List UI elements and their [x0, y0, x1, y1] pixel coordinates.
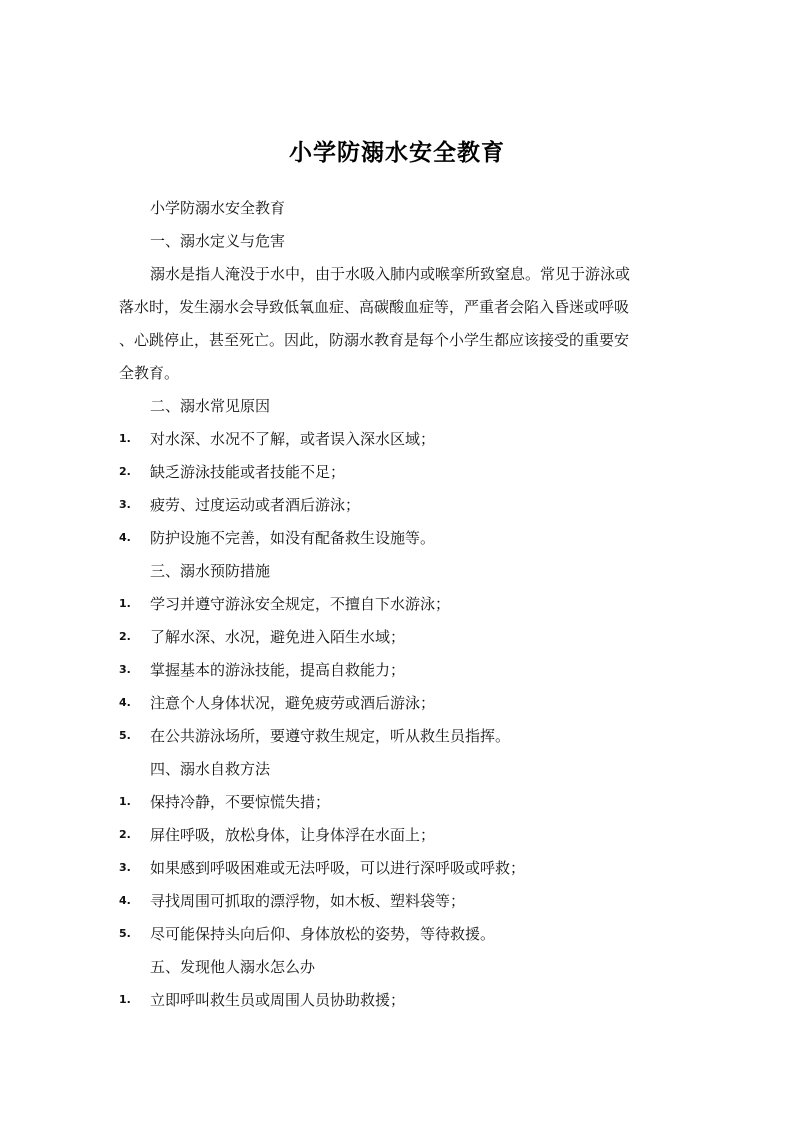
list-item-number: 3. [119, 498, 131, 511]
paragraph-line: 溺水是指人淹没于水中，由于水吸入肺内或喉挛所致窒息。常见于游泳或 [150, 265, 631, 283]
list-item: 在公共游泳场所，要遵守救生规定，听从救生员指挥。 [150, 727, 511, 745]
list-item-number: 4. [119, 894, 131, 907]
list-item-number: 3. [119, 663, 131, 676]
list-item-number: 4. [119, 696, 131, 709]
list-item-number: 1. [119, 597, 131, 610]
list-item-number: 3. [119, 861, 131, 874]
list-item-number: 4. [119, 531, 131, 544]
list-item: 掌握基本的游泳技能，提高自救能力； [150, 661, 406, 679]
list-item: 尽可能保持头向后仰、身体放松的姿势，等待救援。 [150, 925, 496, 943]
list-item-number: 5. [119, 729, 131, 742]
list-item: 疲劳、过度运动或者酒后游泳； [150, 496, 361, 514]
section-heading-self-rescue: 四、溺水自救方法 [150, 760, 271, 778]
list-item-number: 1. [119, 993, 131, 1006]
list-item-number: 2. [119, 828, 131, 841]
paragraph-line: 全教育。 [119, 364, 180, 382]
list-item: 屏住呼吸，放松身体，让身体浮在水面上； [150, 826, 436, 844]
document-subtitle: 小学防溺水安全教育 [150, 199, 286, 217]
list-item: 保持冷静，不要惊慌失措； [150, 793, 331, 811]
list-item: 防护设施不完善，如没有配备救生设施等。 [150, 529, 436, 547]
list-item: 了解水深、水况，避免进入陌生水域； [150, 628, 406, 646]
list-item-number: 1. [119, 795, 131, 808]
paragraph-line: 、心跳停止，甚至死亡。因此，防溺水教育是每个小学生都应该接受的重要安 [119, 331, 630, 349]
section-heading-rescue-others: 五、发现他人溺水怎么办 [150, 958, 316, 976]
paragraph-line: 落水时，发生溺水会导致低氧血症、高碳酸血症等，严重者会陷入昏迷或呼吸 [119, 298, 630, 316]
list-item-number: 1. [119, 432, 131, 445]
list-item: 如果感到呼吸困难或无法呼吸，可以进行深呼吸或呼救； [150, 859, 526, 877]
list-item: 寻找周围可抓取的漂浮物，如木板、塑料袋等； [150, 892, 466, 910]
list-item: 注意个人身体状况，避免疲劳或酒后游泳； [150, 694, 436, 712]
list-item: 对水深、水况不了解，或者误入深水区域； [150, 430, 436, 448]
section-heading-prevention: 三、溺水预防措施 [150, 562, 271, 580]
list-item-number: 5. [119, 927, 131, 940]
section-heading-definition: 一、溺水定义与危害 [150, 232, 286, 250]
list-item: 缺乏游泳技能或者技能不足； [150, 463, 346, 481]
list-item-number: 2. [119, 465, 131, 478]
document-title: 小学防溺水安全教育 [289, 140, 505, 166]
list-item-number: 2. [119, 630, 131, 643]
list-item: 学习并遵守游泳安全规定，不擅自下水游泳； [150, 595, 451, 613]
list-item: 立即呼叫救生员或周围人员协助救援； [150, 991, 406, 1009]
section-heading-causes: 二、溺水常见原因 [150, 397, 271, 415]
